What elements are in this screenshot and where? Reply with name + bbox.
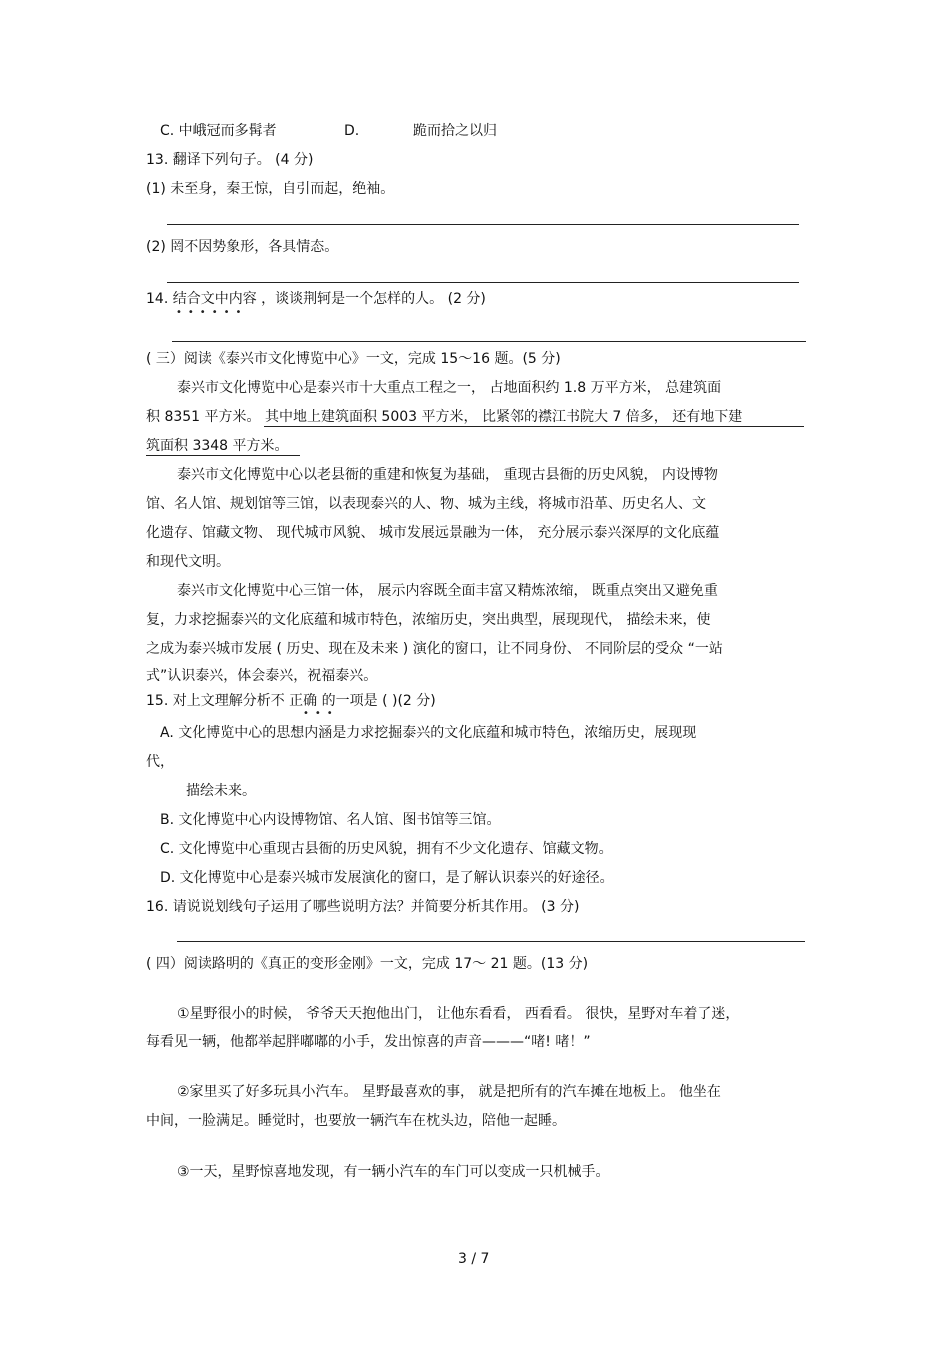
sec4-para1-line2: 每看见一辆，他都举起胖嘟嘟的小手，发出惊喜的声音———“啫! 啫！” <box>146 1034 591 1050</box>
q13-item-1: (1) 未至身，秦王惊，自引而起，绝袖。 <box>146 181 395 197</box>
q14-title: 14. 结合文中内容 ，谈谈荆轲是一个怎样的人。 (2 分) <box>146 291 486 307</box>
page-number: 3 / 7 <box>458 1251 490 1267</box>
sec3-para1-line2: 积 8351 平方米。 其中地上建筑面积 5003 平方米， 比紧邻的襟江书院大 7 倍多， 还有地下建 <box>146 409 743 425</box>
q12-option-c: C. 中峨冠而多髯者 <box>160 123 277 139</box>
answer-line <box>177 941 805 942</box>
sec3-para2-line4: 和现代文明。 <box>146 554 230 570</box>
sec3-para1-line3: 筑面积 3348 平方米。 <box>146 438 289 454</box>
answer-line <box>167 282 799 283</box>
sec3-para2-line3: 化遗存、馆藏文物、 现代城市风貌、 城市发展远景融为一体， 充分展示泰兴深厚的文化底蕴 <box>146 525 720 541</box>
sec3-para3-line2: 复，力求挖掘泰兴的文化底蕴和城市特色，浓缩历史，突出典型，展现现代， 描绘未来，使 <box>146 612 711 628</box>
sec4-para3-line1: ③一天，星野惊喜地发现，有一辆小汽车的车门可以变成一只机械手。 <box>177 1164 610 1180</box>
sec3-para2-line1: 泰兴市文化博览中心以老县衙的重建和恢复为基础， 重现古县衙的历史风貌， 内设博物 <box>177 467 718 483</box>
q15-option-a-line2: 代， <box>146 754 174 770</box>
q15-title: 15. 对上文理解分析不 正确 的一项是 ( )(2 分) <box>146 693 436 709</box>
underline <box>264 426 804 427</box>
q16-title: 16. 请说说划线句子运用了哪些说明方法？并简要分析其作用。 (3 分) <box>146 899 580 915</box>
emphasis-dots: ••• <box>303 708 339 719</box>
q15-option-b: B. 文化博览中心内设博物馆、名人馆、图书馆等三馆。 <box>160 812 501 828</box>
q15-option-d: D. 文化博览中心是泰兴城市发展演化的窗口，是了解认识泰兴的好途径。 <box>160 870 614 886</box>
answer-line <box>167 224 799 225</box>
emphasis-dots: •••••• <box>176 307 248 318</box>
sec4-para2-line1: ②家里买了好多玩具小汽车。 星野最喜欢的事， 就是把所有的汽车摊在地板上。 他坐在 <box>177 1084 721 1100</box>
q15-option-c: C. 文化博览中心重现古县衙的历史风貌，拥有不少文化遗存、馆藏文物。 <box>160 841 613 857</box>
sec3-para3-line3: 之成为泰兴城市发展 ( 历史、现在及未来 ) 演化的窗口，让不同身份、 不同阶层的受众 “一站 <box>146 641 723 657</box>
sec4-para2-line2: 中间，一脸满足。睡觉时，也要放一辆汽车在枕头边，陪他一起睡。 <box>146 1113 566 1129</box>
q15-option-a-line3: 描绘未来。 <box>186 783 256 799</box>
q12-option-d-label: D. <box>344 123 360 139</box>
q15-option-a-line1: A. 文化博览中心的思想内涵是力求挖掘泰兴的文化底蕴和城市特色，浓缩历史，展现现 <box>160 725 697 741</box>
section-4-heading: ( 四）阅读路明的《真正的变形金刚》一文，完成 17～ 21 题。(13 分) <box>146 956 589 972</box>
underline <box>146 455 300 456</box>
section-3-heading: ( 三）阅读《泰兴市文化博览中心》一文，完成 15～16 题。(5 分) <box>146 351 561 367</box>
answer-line <box>172 341 806 342</box>
sec3-para1-line1: 泰兴市文化博览中心是泰兴市十大重点工程之一， 占地面积约 1.8 万平方米， 总建筑面 <box>177 380 722 396</box>
sec3-para3-line1: 泰兴市文化博览中心三馆一体， 展示内容既全面丰富又精炼浓缩， 既重点突出又避免重 <box>177 583 718 599</box>
sec3-para2-line2: 馆、名人馆、规划馆等三馆，以表现泰兴的人、物、城为主线，将城市沿革、历史名人、文 <box>146 496 706 512</box>
q13-title: 13. 翻译下列句子。 (4 分) <box>146 152 314 168</box>
sec3-para3-line4: 式”认识泰兴，体会泰兴，祝福泰兴。 <box>146 668 378 684</box>
q13-item-2: (2) 罔不因势象形，各具情态。 <box>146 239 339 255</box>
q12-option-d-text: 跪而拾之以归 <box>413 123 497 139</box>
sec4-para1-line1: ①星野很小的时候， 爷爷天天抱他出门， 让他东看看， 西看看。 很快，星野对车着了迷， <box>177 1006 740 1022</box>
